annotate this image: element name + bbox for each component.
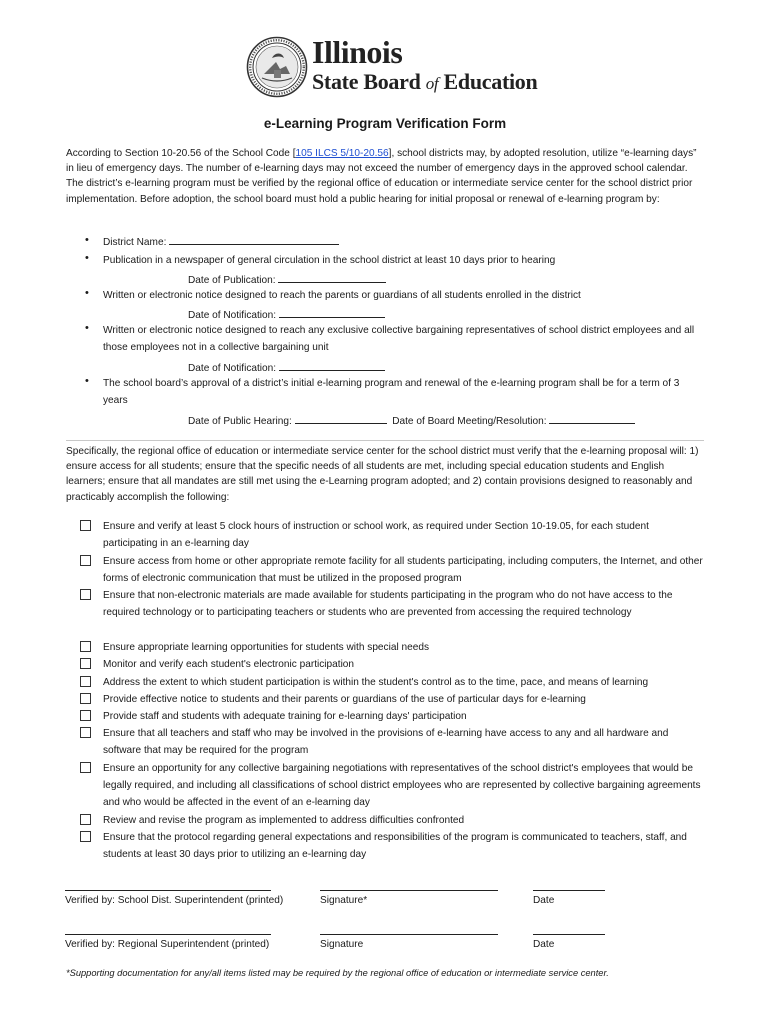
parent-notice-text: Written or electronic notice designed to reach the parents or guardians of all students enrolled in the district <box>103 290 581 301</box>
supporting-documentation-note: *Supporting documentation for any/all items listed may be required by the regional office of education or intermediate service center. <box>66 968 609 978</box>
bullet-dot-icon: • <box>85 234 89 246</box>
board-meeting-date-label: Date of Board Meeting/Resolution: <box>392 416 547 427</box>
intro-text-after-link: ], school districts may, by adopted resolution, utilize “e-learning days” in lieu of emergency days. The number of e-learning days may not exceed the number of emergency days in the approved school calendar. The district’s e-learning program must be verified by the regional office of education or intermediate service center for the school district prior implementation. Before adoption, the school board must hold a public hearing for initial proposal or renewal of e-learning program by: <box>66 148 697 205</box>
district-name-label: District Name: <box>103 237 167 248</box>
illinois-state-seal-icon <box>246 36 308 98</box>
superintendent-signature-label: Signature* <box>320 895 368 906</box>
parent-notification-date-row <box>188 307 385 321</box>
board-approval-text: The school board’s approval of a district’s initial e-learning program and renewal of the e-learning program shall be for a term of 3 years <box>103 378 680 407</box>
checkbox[interactable] <box>80 555 91 566</box>
checkbox[interactable] <box>80 727 91 738</box>
publication-date-label: Date of Publication: <box>188 275 276 286</box>
superintendent-name-label: Verified by: School Dist. Superintendent (printed) <box>65 895 284 906</box>
parent-notification-date-field[interactable] <box>279 307 385 318</box>
checkbox[interactable] <box>80 762 91 773</box>
checklist-item-text: Ensure that all teachers and staff who may be involved in the provisions of e-learning have access to any and all hardware and software that may be required for the program <box>103 728 669 757</box>
logo-text-illinois: Illinois <box>312 34 403 70</box>
superintendent-signature-line[interactable] <box>320 890 498 891</box>
checklist-item-text: Provide staff and students with adequate training for e-learning days' participation <box>103 711 467 722</box>
superintendent-date-label: Date <box>533 895 555 906</box>
checklist-item-text: Ensure and verify at least 5 clock hours of instruction or school work, as required under Section 10-19.05, for each student participating in an e-learning day <box>103 521 649 550</box>
regional-signature-line[interactable] <box>320 934 498 935</box>
hearing-dates-row <box>188 413 635 427</box>
bullet-dot-icon: • <box>85 322 89 334</box>
superintendent-date-line[interactable] <box>533 890 605 891</box>
checklist-item-text: Address the extent to which student participation is within the student's control as to the time, pace, and means of learning <box>103 677 649 688</box>
regional-signature-label: Signature <box>320 939 364 950</box>
logo-text-part-a: State Board <box>312 69 426 94</box>
logo-text-state-board <box>312 69 537 95</box>
checklist-item-text: Provide effective notice to students and their parents or guardians of the use of particular days for e-learning <box>103 694 586 705</box>
district-name-field[interactable] <box>169 234 339 245</box>
checkbox[interactable] <box>80 641 91 652</box>
regional-name-label: Verified by: Regional Superintendent (printed) <box>65 939 270 950</box>
regional-date-label: Date <box>533 939 555 950</box>
bargaining-notification-date-field[interactable] <box>279 360 385 371</box>
statute-link[interactable]: 105 ILCS 5/10-20.56 <box>295 148 389 159</box>
public-hearing-date-field[interactable] <box>295 413 387 424</box>
checkbox[interactable] <box>80 693 91 704</box>
bargaining-notice-text: Written or electronic notice designed to reach any exclusive collective bargaining representatives of school district employees and all those employees not in a collective bargaining unit <box>103 325 695 354</box>
regional-name-line[interactable] <box>65 934 271 935</box>
checklist-item-text: Review and revise the program as implemented to address difficulties confronted <box>103 815 465 826</box>
bullet-dot-icon: • <box>85 252 89 264</box>
logo-text-of: of <box>425 74 439 93</box>
logo-text-part-b: Education <box>438 69 538 94</box>
board-meeting-date-field[interactable] <box>549 413 635 424</box>
checklist-item-text: Ensure that non-electronic materials are made available for students participating in the program who do not have access to the required technology or to participating teachers or students who are prevented from accessing the required technology <box>103 590 673 619</box>
checkbox[interactable] <box>80 676 91 687</box>
checkbox[interactable] <box>80 710 91 721</box>
publication-text: Publication in a newspaper of general circulation in the school district at least 10 days prior to hearing <box>103 255 556 266</box>
checkbox[interactable] <box>80 589 91 600</box>
checklist-item-text: Monitor and verify each student's electronic participation <box>103 659 355 670</box>
checklist-item-text: Ensure appropriate learning opportunities for students with special needs <box>103 642 430 653</box>
section-divider <box>66 440 704 441</box>
regional-date-line[interactable] <box>533 934 605 935</box>
superintendent-name-line[interactable] <box>65 890 271 891</box>
checkbox[interactable] <box>80 814 91 825</box>
intro-text-before-link: According to Section 10-20.56 of the School Code [ <box>66 148 296 159</box>
intro-paragraph <box>66 146 706 207</box>
checklist-item-text: Ensure that the protocol regarding general expectations and responsibilities of the program is communicated to teachers, staff, and students at least 30 days prior to utilizing an e-learning day <box>103 832 687 861</box>
public-hearing-date-label: Date of Public Hearing: <box>188 416 292 427</box>
isbe-logo <box>246 36 546 102</box>
checkbox[interactable] <box>80 658 91 669</box>
checklist-item-text: Ensure an opportunity for any collective bargaining negotiations with representatives of the school district's employees that would be legally required, and including all classifications of school district employees who are represented by collective bargaining agreements and who would be affected in the event of an e-learning day <box>103 763 701 809</box>
publication-date-row <box>188 272 386 286</box>
bullet-dot-icon: • <box>85 375 89 387</box>
publication-date-field[interactable] <box>278 272 386 283</box>
checkbox[interactable] <box>80 520 91 531</box>
parent-notification-date-label: Date of Notification: <box>188 310 277 321</box>
form-title: e-Learning Program Verification Form <box>263 116 507 131</box>
bargaining-notification-date-row <box>188 360 385 374</box>
bullet-dot-icon: • <box>85 287 89 299</box>
checkbox[interactable] <box>80 831 91 842</box>
specifically-paragraph: Specifically, the regional office of education or intermediate service center for the school district must verify that the e-learning proposal will: 1) ensure access for all students; ensure that the specific needs of all students are met, including special education students and English learners; ensure that all mandates are still met using the e-Learning program adopted; and 2) contain provisions designed to reasonably and practicably accomplish the following: <box>66 446 699 503</box>
checklist-item-text: Ensure access from home or other appropriate remote facility for all students participating, including computers, the Internet, and other forms of electronic communication that must be utilized in the proposed program <box>103 556 703 585</box>
bargaining-notification-date-label: Date of Notification: <box>188 363 277 374</box>
